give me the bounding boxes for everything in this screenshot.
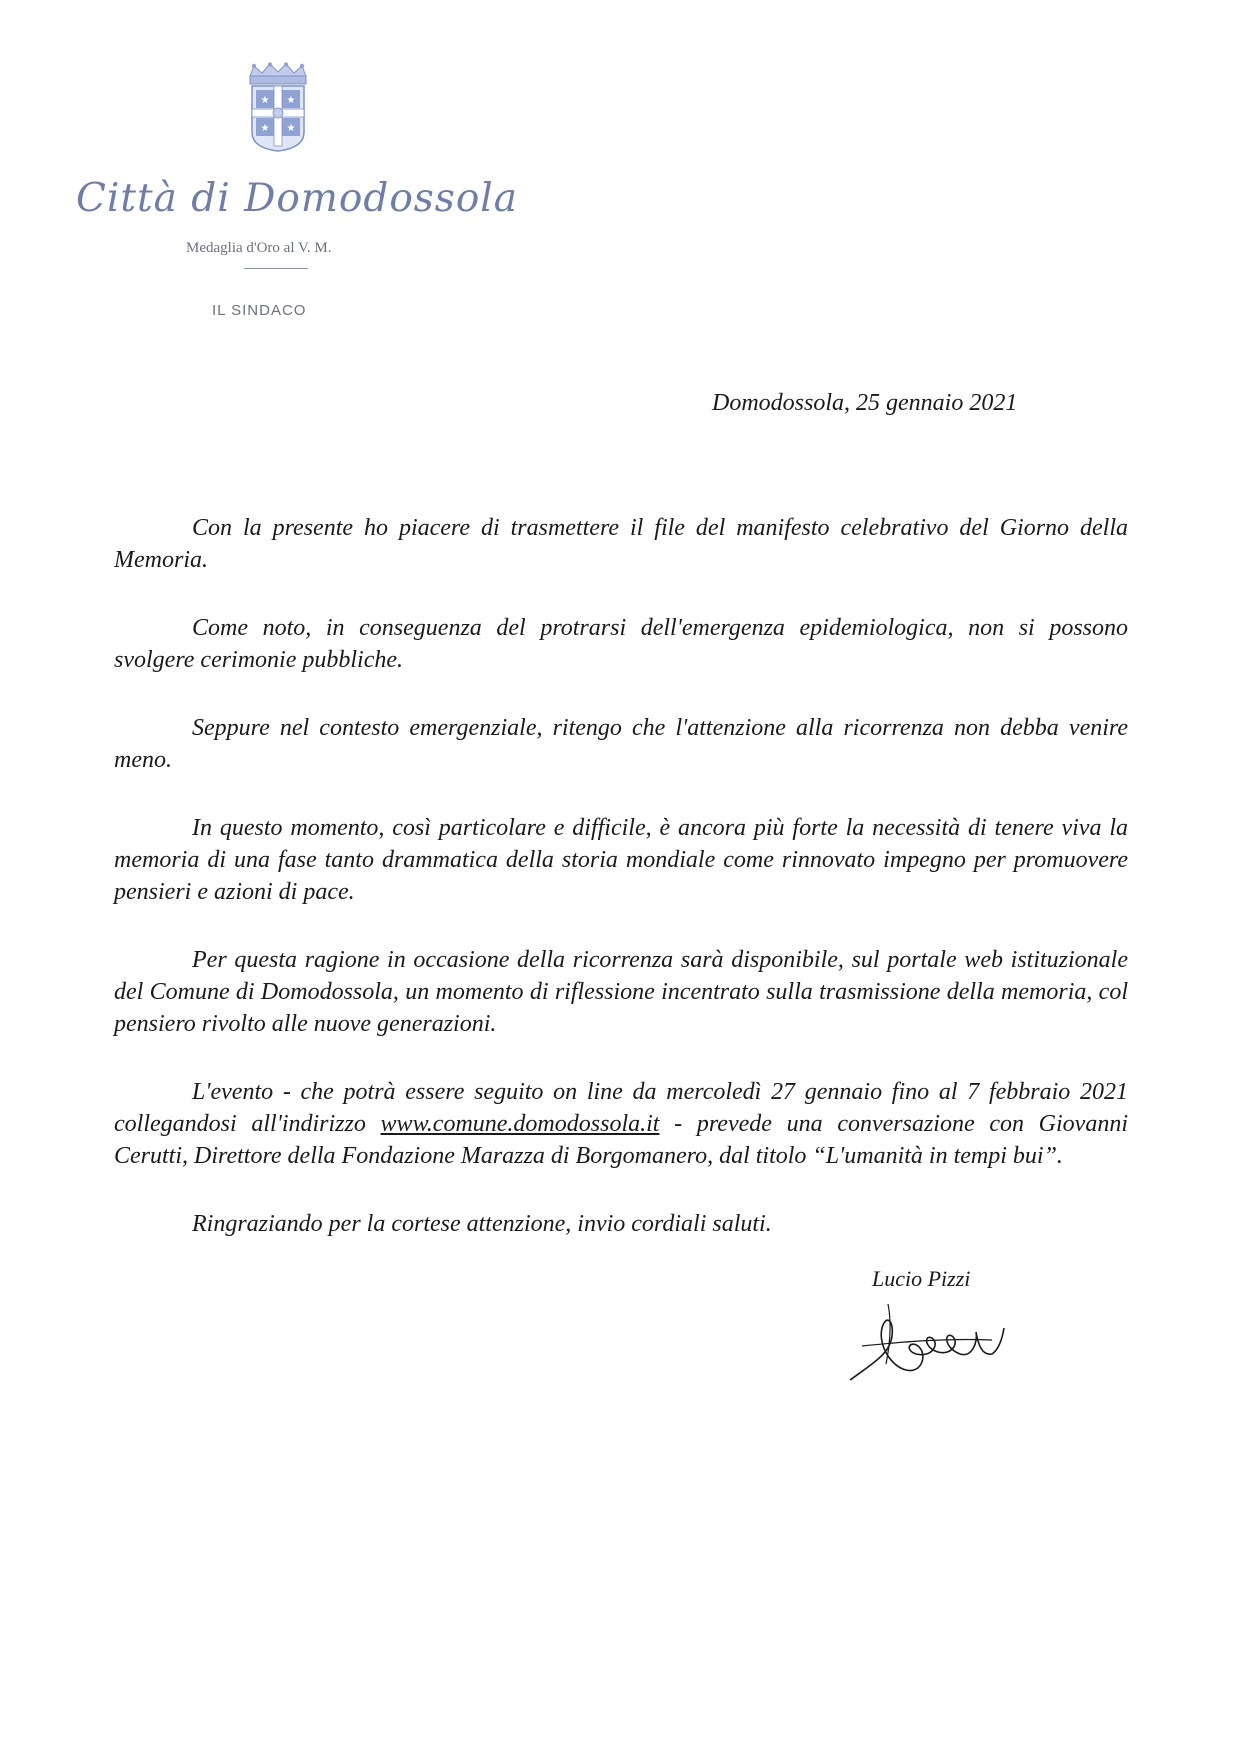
paragraph-closing: Ringraziando per la cortese attenzione, invio cordiali saluti. <box>192 1211 772 1237</box>
coat-of-arms-icon <box>244 62 312 152</box>
website-link[interactable]: www.comune.domodossola.it <box>380 1111 660 1137</box>
paragraph-reflection: Per questa ragione in occasione della ricorrenza sarà disponibile, sul portale web istituzionale del Comune di Domodossola, un momento di riflessione incentrato sulla trasmissione della memoria, col pensiero rivolto alle nuove generazioni. <box>114 947 1128 1037</box>
office-title: IL SINDACO <box>212 302 307 319</box>
honor-subtitle: Medaglia d'Oro al V. M. <box>186 240 332 256</box>
svg-text:★: ★ <box>260 95 270 106</box>
city-name: Città di Domodossola <box>76 176 519 221</box>
paragraph-emergency: Come noto, in conseguenza del protrarsi dell'emergenza epidemiologica, non si possono svolgere cerimonie pubbliche. <box>114 615 1128 673</box>
event-text-after: - prevede una conversazione con Giovanni Cerutti, Direttore della Fondazione Marazza di Borgomanero, dal titolo “L'umanità in tempi bui”. <box>114 1111 1128 1169</box>
signatory-name: Lucio Pizzi <box>872 1266 971 1291</box>
paragraph-context: Seppure nel contesto emergenziale, ritengo che l'attenzione alla ricorrenza non debba venire meno. <box>114 715 1128 773</box>
letterhead-divider <box>244 268 308 269</box>
letter-body <box>114 512 1128 1276</box>
paragraph-memory: In questo momento, così particolare e difficile, è ancora più forte la necessità di tenere viva la memoria di una fase tanto drammatica della storia mondiale come rinnovato impegno per promuovere pensieri e azioni di pace. <box>114 815 1128 905</box>
svg-text:★: ★ <box>286 123 296 134</box>
signature-block <box>832 1262 1032 1392</box>
letter-date: Domodossola, 25 gennaio 2021 <box>712 390 1018 416</box>
event-text-before: L'evento - che potrà essere seguito on line da mercoledì 27 gennaio fino al 7 febbraio 2021 collegandosi all'indirizzo <box>114 1079 1128 1137</box>
svg-text:★: ★ <box>260 123 270 134</box>
handwritten-signature <box>832 1284 1032 1394</box>
svg-text:★: ★ <box>286 95 296 106</box>
paragraph-intro: Con la presente ho piacere di trasmettere il file del manifesto celebrativo del Giorno della Memoria. <box>114 515 1128 573</box>
paragraph-event <box>114 1076 1128 1172</box>
letterhead <box>0 0 560 330</box>
